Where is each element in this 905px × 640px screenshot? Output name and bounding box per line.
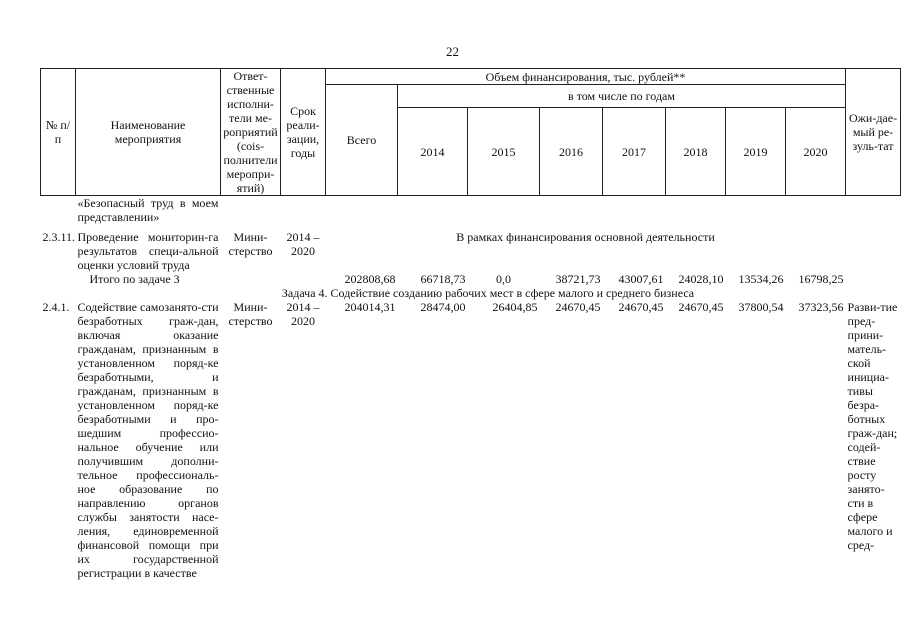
row-result: Разви-тие пред-прини-матель-ской инициа-тивы безра-ботных граж-дан; содей-ствие росту занято-сти в сфере малого и сред-	[847, 300, 898, 552]
row-value: 24670,45	[678, 300, 724, 314]
table-row	[41, 196, 901, 225]
row-total: 204014,31	[344, 300, 396, 314]
row-value: 24670,45	[555, 300, 601, 314]
row-no: 2.4.1.	[42, 300, 70, 314]
task-heading: Задача 4. Содействие созданию рабочих мест в сфере малого и среднего бизнеса	[281, 286, 695, 300]
row-term: 2014 – 2020	[286, 300, 320, 328]
subtotal-label: Итого по задаче 3	[89, 272, 180, 286]
header-year: 2018	[666, 108, 726, 196]
subtotal-value: 13534,26	[738, 272, 784, 286]
table-row	[41, 300, 901, 580]
subtotal-total: 202808,68	[344, 272, 396, 286]
header-funding: Объем финансирования, тыс. рублей**	[326, 69, 846, 85]
header-year: 2019	[726, 108, 786, 196]
header-term: Срок реали-зации, годы	[281, 69, 326, 196]
subtotal-value: 43007,61	[618, 272, 664, 286]
row-no: 2.3.11.	[42, 230, 76, 244]
header-year: 2017	[603, 108, 666, 196]
subtotal-value: 38721,73	[555, 272, 601, 286]
header-responsible: Ответ-ственные исполни-тели ме-роприятий (сois-полнители меропри-ятий)	[221, 69, 281, 196]
row-note: В рамках финансирования основной деятельности	[456, 230, 715, 244]
row-name: Содействие самозанято-сти безработных граж-дан, включая оказание гражданам, признанным в установленном поряд-ке безработными, и гражданам, признанным в установленном поряд-ке безработными и про-шедшим профессио-нальное обучение или получившим дополни-тельное профессиональ-ное образование по направлению органов службы занятости насе-ления, единовременной финансовой помощи при их государственной регистрации в качестве	[77, 300, 219, 580]
subtotal-value: 66718,73	[420, 272, 466, 286]
header-year: 2016	[540, 108, 603, 196]
table-row	[41, 286, 901, 300]
row-value: 24670,45	[618, 300, 664, 314]
row-value: 28474,00	[420, 300, 466, 314]
header-total: Всего	[326, 85, 398, 196]
subtotal-value: 24028,10	[678, 272, 724, 286]
table-row	[41, 224, 901, 272]
header-year: 2020	[786, 108, 846, 196]
table-row	[41, 272, 901, 286]
row-value: 37323,56	[798, 300, 844, 314]
page-number: 22	[446, 44, 459, 59]
header-name: Наименование мероприятия	[76, 69, 221, 196]
subtotal-value: 16798,25	[798, 272, 844, 286]
row-term: 2014 – 2020	[286, 230, 320, 258]
row-name: «Безопасный труд в моем представлении»	[77, 196, 219, 224]
row-name: Проведение мониторин-га результатов специ-альной оценки условий труда	[77, 230, 219, 272]
financing-table	[40, 68, 901, 580]
header-year: 2015	[468, 108, 540, 196]
row-value: 26404,85	[492, 300, 538, 314]
header-no: № п/п	[41, 69, 76, 196]
header-by-years: в том числе по годам	[398, 85, 846, 108]
subtotal-value: 0,0	[496, 272, 511, 286]
row-responsible: Мини-стерство	[228, 300, 273, 328]
row-value: 37800,54	[738, 300, 784, 314]
header-year: 2014	[398, 108, 468, 196]
row-responsible: Мини-стерство	[228, 230, 273, 258]
header-result: Ожи-дае-мый ре-зуль-тат	[846, 69, 901, 196]
